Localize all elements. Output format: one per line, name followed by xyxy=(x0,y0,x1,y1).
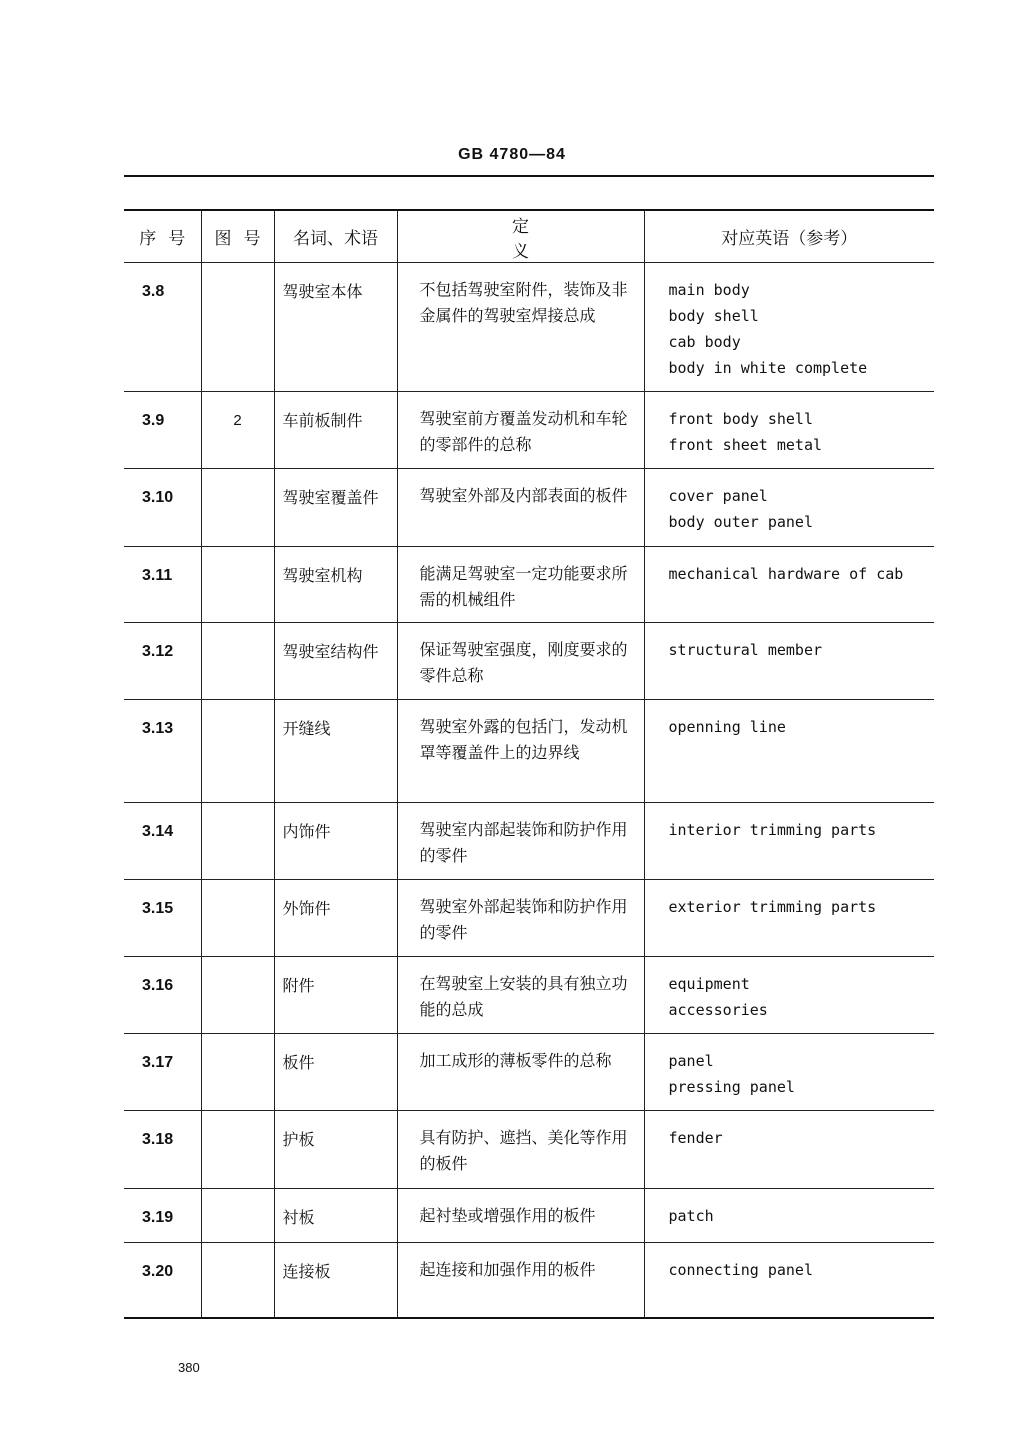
cell-figure xyxy=(201,957,274,1034)
cell-definition: 驾驶室外部及内部表面的板件 xyxy=(397,469,644,547)
cell-english xyxy=(644,623,934,700)
english-term-line: interior trimming parts xyxy=(668,821,877,839)
cell-figure xyxy=(201,803,274,880)
english-term-line: equipment xyxy=(668,975,750,993)
column-header-figure: 图号 xyxy=(201,210,274,263)
cell-seq: 3.13 xyxy=(124,700,201,803)
cell-english xyxy=(644,469,934,547)
cell-definition: 不包括驾驶室附件，装饰及非金属件的驾驶室焊接总成 xyxy=(397,263,644,392)
cell-figure xyxy=(201,700,274,803)
cell-definition: 在驾驶室上安装的具有独立功能的总成 xyxy=(397,957,644,1034)
cell-english xyxy=(644,803,934,880)
table-row xyxy=(124,1243,934,1318)
cell-figure xyxy=(201,1243,274,1318)
cell-figure xyxy=(201,1034,274,1111)
cell-seq: 3.8 xyxy=(124,263,201,392)
table-row xyxy=(124,700,934,803)
column-header-term: 名词、术语 xyxy=(274,210,397,263)
english-term-line: body shell xyxy=(668,307,759,325)
column-header-english: 对应英语（参考） xyxy=(644,210,934,263)
english-term-line: cab body xyxy=(668,333,741,351)
cell-term: 驾驶室结构件 xyxy=(274,623,397,700)
english-term-line: fender xyxy=(668,1129,723,1147)
cell-seq: 3.19 xyxy=(124,1189,201,1243)
header-rule xyxy=(124,175,934,177)
cell-term: 连接板 xyxy=(274,1243,397,1318)
cell-figure xyxy=(201,547,274,623)
cell-english xyxy=(644,700,934,803)
english-term-line: panel xyxy=(668,1052,714,1070)
cell-figure xyxy=(201,623,274,700)
english-term-line: main body xyxy=(668,281,750,299)
cell-english xyxy=(644,263,934,392)
cell-term: 内饰件 xyxy=(274,803,397,880)
cell-english xyxy=(644,880,934,957)
cell-definition: 保证驾驶室强度，刚度要求的零件总称 xyxy=(397,623,644,700)
table-row xyxy=(124,392,934,469)
cell-seq: 3.20 xyxy=(124,1243,201,1318)
cell-definition: 起衬垫或增强作用的板件 xyxy=(397,1189,644,1243)
cell-english xyxy=(644,547,934,623)
table-row xyxy=(124,957,934,1034)
cell-term: 板件 xyxy=(274,1034,397,1111)
english-term-line: body in white complete xyxy=(668,359,868,377)
table-row xyxy=(124,880,934,957)
column-header-definition: 定义 xyxy=(397,210,644,263)
cell-seq: 3.12 xyxy=(124,623,201,700)
cell-seq: 3.17 xyxy=(124,1034,201,1111)
cell-term: 开缝线 xyxy=(274,700,397,803)
english-term-line: cover panel xyxy=(668,487,768,505)
cell-figure xyxy=(201,880,274,957)
terms-table xyxy=(124,209,934,1319)
cell-definition: 驾驶室内部起装饰和防护作用的零件 xyxy=(397,803,644,880)
table-row xyxy=(124,547,934,623)
cell-english xyxy=(644,1189,934,1243)
table-row xyxy=(124,469,934,547)
cell-definition: 驾驶室外部起装饰和防护作用的零件 xyxy=(397,880,644,957)
cell-seq: 3.18 xyxy=(124,1111,201,1189)
cell-figure xyxy=(201,1189,274,1243)
document-header-title: GB 4780—84 xyxy=(458,146,566,163)
cell-seq: 3.14 xyxy=(124,803,201,880)
english-term-line: mechanical hardware of cab xyxy=(668,565,904,583)
cell-seq: 3.9 xyxy=(124,392,201,469)
cell-definition: 加工成形的薄板零件的总称 xyxy=(397,1034,644,1111)
cell-definition: 具有防护、遮挡、美化等作用的板件 xyxy=(397,1111,644,1189)
english-term-line: structural member xyxy=(668,641,823,659)
cell-figure xyxy=(201,1111,274,1189)
cell-term: 护板 xyxy=(274,1111,397,1189)
table-row xyxy=(124,263,934,392)
cell-term: 附件 xyxy=(274,957,397,1034)
cell-seq: 3.11 xyxy=(124,547,201,623)
cell-seq: 3.10 xyxy=(124,469,201,547)
cell-term: 驾驶室本体 xyxy=(274,263,397,392)
cell-term: 驾驶室机构 xyxy=(274,547,397,623)
cell-english xyxy=(644,957,934,1034)
cell-figure: 2 xyxy=(201,392,274,469)
cell-definition: 能满足驾驶室一定功能要求所需的机械组件 xyxy=(397,547,644,623)
english-term-line: connecting panel xyxy=(668,1261,813,1279)
cell-seq: 3.15 xyxy=(124,880,201,957)
cell-definition: 起连接和加强作用的板件 xyxy=(397,1243,644,1318)
english-term-line: patch xyxy=(668,1207,714,1225)
cell-english xyxy=(644,1034,934,1111)
cell-figure xyxy=(201,469,274,547)
page-number: 380 xyxy=(178,1360,200,1375)
english-term-line: body outer panel xyxy=(668,513,813,531)
cell-seq: 3.16 xyxy=(124,957,201,1034)
cell-english xyxy=(644,392,934,469)
english-term-line: exterior trimming parts xyxy=(668,898,877,916)
cell-figure xyxy=(201,263,274,392)
english-term-line: front body shell xyxy=(668,410,813,428)
table-header-row xyxy=(124,210,934,263)
cell-definition: 驾驶室外露的包括门，发动机罩等覆盖件上的边界线 xyxy=(397,700,644,803)
table-row xyxy=(124,1111,934,1189)
cell-term: 驾驶室覆盖件 xyxy=(274,469,397,547)
cell-definition: 驾驶室前方覆盖发动机和车轮的零部件的总称 xyxy=(397,392,644,469)
english-term-line: pressing panel xyxy=(668,1078,795,1096)
table-row xyxy=(124,803,934,880)
cell-english xyxy=(644,1243,934,1318)
cell-term: 车前板制件 xyxy=(274,392,397,469)
column-header-seq: 序号 xyxy=(124,210,201,263)
cell-term: 外饰件 xyxy=(274,880,397,957)
english-term-line: openning line xyxy=(668,718,786,736)
table-row xyxy=(124,1189,934,1243)
english-term-line: front sheet metal xyxy=(668,436,823,454)
table-row xyxy=(124,623,934,700)
english-term-line: accessories xyxy=(668,1001,768,1019)
cell-english xyxy=(644,1111,934,1189)
cell-term: 衬板 xyxy=(274,1189,397,1243)
table-row xyxy=(124,1034,934,1111)
